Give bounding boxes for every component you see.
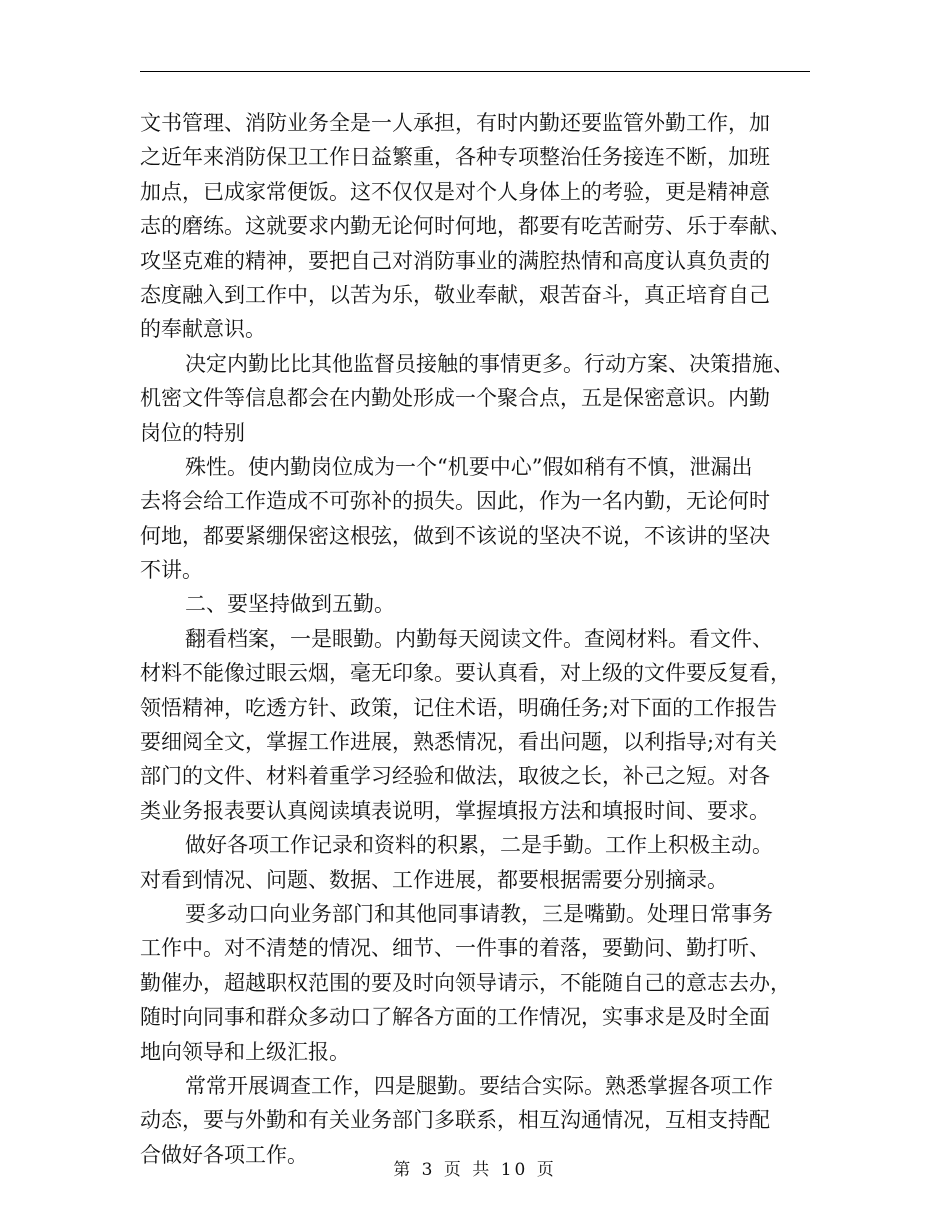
body-line: 岗位的特别 [140, 420, 245, 445]
body-line: 类业务报表要认真阅读填表说明，掌握填报方法和填报时间、要求。 [140, 798, 770, 823]
body-line: 殊性。使内勤岗位成为一个“机要中心”假如稍有不慎，泄漏出 [185, 454, 753, 479]
body-line: 去将会给工作造成不可弥补的损失。因此，作为一名内勤，无论何时 [140, 489, 770, 514]
body-line: 志的磨练。这就要求内勤无论何时何地，都要有吃苦耐劳、乐于奉献、 [140, 214, 791, 239]
body-line: 做好各项工作记录和资料的积累，二是手勤。工作上积极主动。 [185, 833, 773, 858]
body-line: 动态，要与外勤和有关业务部门多联系，相互沟通情况，互相支持配 [140, 1108, 770, 1133]
body-line: 何地，都要紧绷保密这根弦，做到不该说的坚决不说，不该讲的坚决 [140, 523, 770, 548]
body-line: 常常开展调查工作，四是腿勤。要结合实际。熟悉掌握各项工作 [185, 1073, 773, 1098]
body-line: 翻看档案，一是眼勤。内勤每天阅读文件。查阅材料。看文件、 [185, 626, 773, 651]
body-line: 随时向同事和群众多动口了解各方面的工作情况，实事求是及时全面 [140, 1005, 770, 1030]
body-line: 不讲。 [140, 558, 203, 583]
body-line: 的奉献意识。 [140, 317, 266, 342]
body-line: 文书管理、消防业务全是一人承担，有时内勤还要监管外勤工作，加 [140, 111, 770, 135]
body-line: 材料不能像过眼云烟，毫无印象。要认真看，对上级的文件要反复看， [140, 661, 791, 686]
body-line: 对看到情况、问题、数据、工作进展，都要根据需要分别摘录。 [140, 867, 728, 892]
page-number-footer: 第 3 页 共 10 页 [393, 1160, 557, 1180]
document-body [140, 106, 812, 1172]
body-line: 工作中。对不清楚的情况、细节、一件事的着落，要勤问、勤打听、 [140, 936, 770, 961]
body-line: 领悟精神，吃透方针、政策，记住术语，明确任务;对下面的工作报告 [140, 695, 778, 720]
body-line: 要细阅全文，掌握工作进展，熟悉情况，看出问题，以利指导;对有关 [140, 730, 778, 755]
body-line: 合做好各项工作。 [140, 1142, 308, 1167]
section-heading: 二、要坚持做到五勤。 [185, 592, 395, 617]
header-rule [140, 71, 810, 72]
body-line: 之近年来消防保卫工作日益繁重，各种专项整治任务接连不断，加班 [140, 145, 770, 170]
body-line: 决定内勤比比其他监督员接触的事情更多。行动方案、决策措施、 [185, 351, 794, 376]
body-line: 要多动口向业务部门和其他同事请教，三是嘴勤。处理日常事务 [185, 901, 773, 926]
body-line: 部门的文件、材料着重学习经验和做法，取彼之长，补己之短。对各 [140, 764, 770, 789]
body-line: 加点，已成家常便饭。这不仅仅是对个人身体上的考验，更是精神意 [140, 179, 770, 204]
body-line: 态度融入到工作中，以苦为乐，敬业奉献，艰苦奋斗，真正培育自己 [140, 282, 770, 307]
body-line: 攻坚克难的精神，要把自己对消防事业的满腔热情和高度认真负责的 [140, 248, 770, 273]
body-line: 地向领导和上级汇报。 [140, 1039, 350, 1064]
body-line: 机密文件等信息都会在内勤处形成一个聚合点，五是保密意识。内勤 [140, 386, 770, 411]
body-line: 勤催办，超越职权范围的要及时向领导请示，不能随自己的意志去办， [140, 970, 791, 995]
